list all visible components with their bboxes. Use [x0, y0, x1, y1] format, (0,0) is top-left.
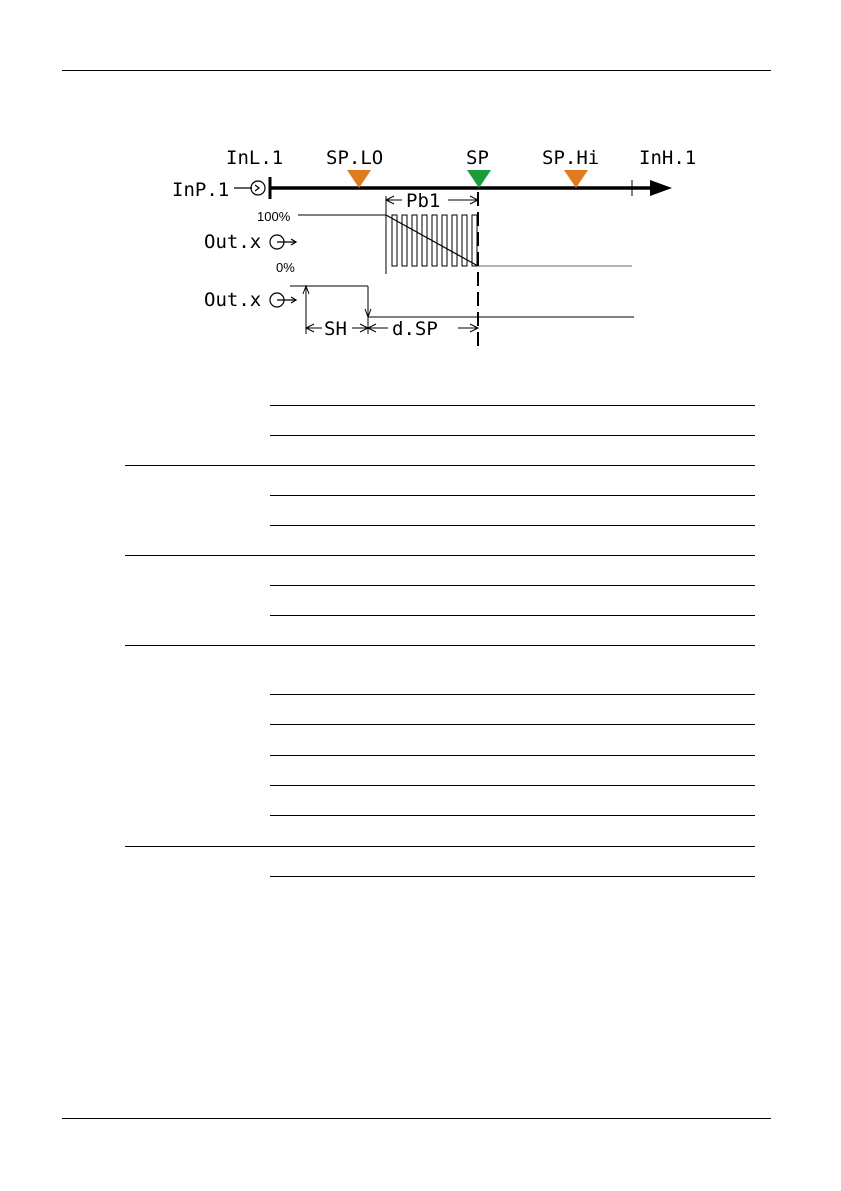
table-row-rule: [270, 495, 755, 496]
pct-100-label: 100%: [257, 209, 291, 224]
pct-0-label: 0%: [276, 260, 295, 275]
label-inl: InL.1: [226, 147, 284, 169]
table-row-rule: [270, 405, 755, 406]
table-group-rule: [125, 465, 755, 466]
label-inh: InH.1: [639, 147, 697, 169]
axis-arrowhead: [650, 180, 672, 196]
sp-marker: [467, 170, 491, 188]
table-row-rule: [270, 435, 755, 436]
label-splo: SP.LO: [326, 147, 384, 169]
table-group-rule: [125, 645, 755, 646]
table-row-rule: [270, 525, 755, 526]
table-group-rule: [125, 555, 755, 556]
input-symbol-icon: [251, 181, 265, 195]
control-diagram: [0, 0, 841, 400]
table-row-rule: [270, 724, 755, 725]
input-label: InP.1: [172, 179, 230, 201]
label-sp: SP: [466, 147, 489, 169]
sp-lo-marker: [347, 170, 371, 188]
sh-label: SH: [324, 318, 347, 340]
pb-label: Pb1: [406, 190, 441, 212]
sp-hi-marker: [564, 170, 588, 188]
table-row-rule: [270, 585, 755, 586]
table-row-rule: [270, 694, 755, 695]
dsp-label: d.SP: [392, 318, 438, 340]
table-group-rule: [125, 846, 755, 847]
input-arrowhead: [255, 185, 259, 191]
table-row-rule: [270, 615, 755, 616]
label-sphi: SP.Hi: [542, 147, 600, 169]
table-row-rule: [270, 815, 755, 816]
table-row-rule: [270, 876, 755, 877]
table-row-rule: [270, 755, 755, 756]
output-label-1: Out.x: [204, 231, 262, 253]
output-label-2: Out.x: [204, 289, 262, 311]
table-row-rule: [270, 785, 755, 786]
footer-rule: [62, 1118, 771, 1119]
